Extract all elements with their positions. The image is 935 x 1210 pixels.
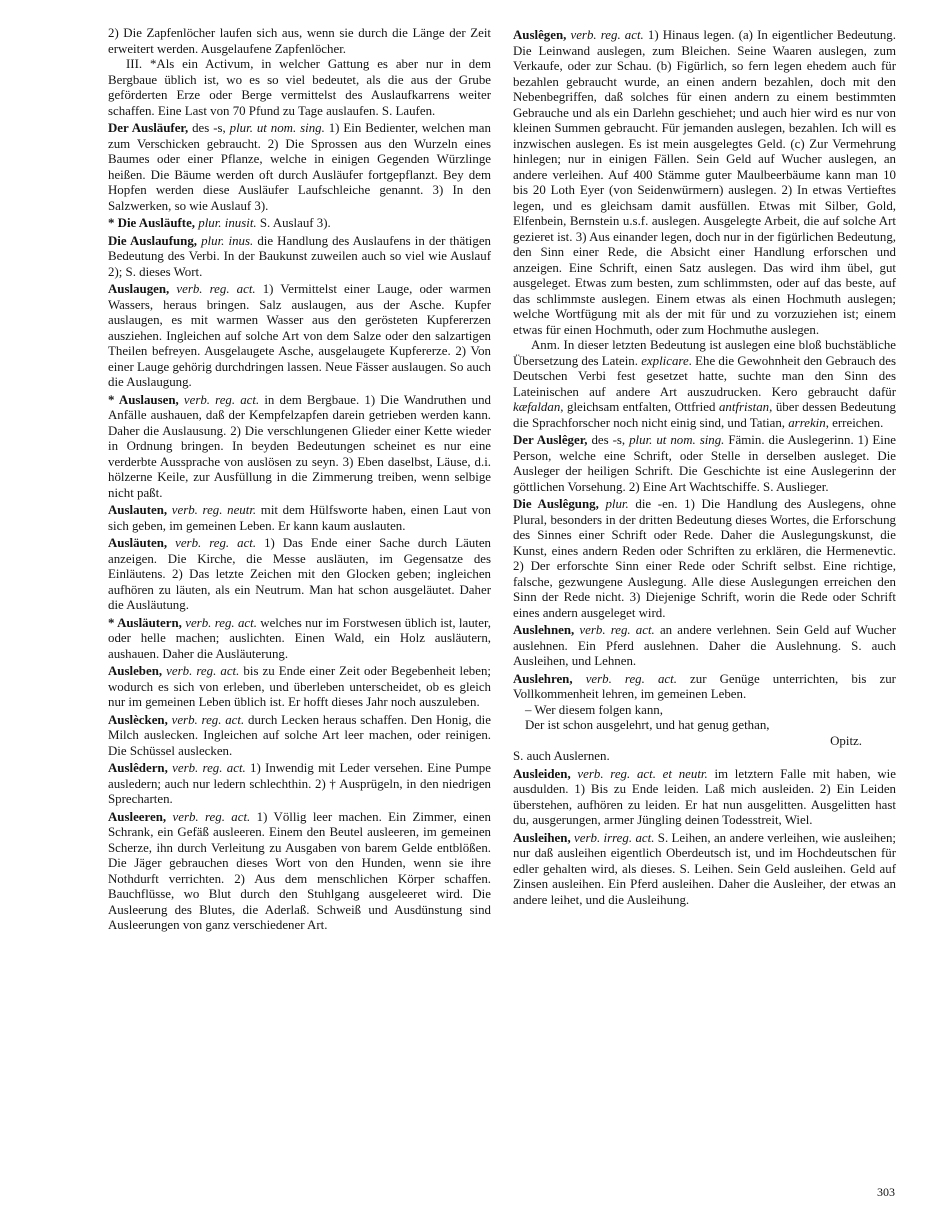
paragraph: [513, 734, 896, 750]
dictionary-entry: [108, 393, 491, 502]
dictionary-entry: [108, 810, 491, 934]
text-segment: 1) Vermittelst einer Lauge, oder warmen Wassers, heraus bringen. Salz auslaugen, aus der Asche. Kupfer auslaugen, es mit warmen Wasser aus den gerösteten Kupfererzen ausziehen. Ingleichen auf solche Art von dem Salze oder den salzartigen Theilen befreyen. Ausgelaugete Asche, ausgelaugete Kupfererze. 2) Von einer Lauge gehörig durchdringen lassen. Neue Fässer auslaugen. So auch die Auslaugung.: [108, 282, 491, 389]
dictionary-entry: [513, 831, 896, 909]
paragraph: [513, 749, 896, 765]
dictionary-entry: [513, 672, 896, 703]
text-segment: zur Genüge unterrichten, bis zur Vollkommenheit lehren, im gemeinen Leben.: [513, 671, 896, 701]
text-segment: Der ist schon ausgelehrt, und hat genug gethan,: [525, 718, 770, 732]
text-segment: kæfaldan: [513, 400, 561, 414]
dictionary-entry: [108, 234, 491, 281]
headword: Ausläuten,: [108, 536, 168, 550]
text-segment: plur. inusit.: [198, 216, 257, 230]
text-segment: Opitz.: [830, 733, 862, 748]
dictionary-entry: [108, 282, 491, 391]
paragraph: [108, 26, 491, 57]
text-segment: welches nur im Forstwesen üblich ist, lauter, oder helle machen; auslichten. Einen Wald, ein Holz ausläutern, aushauen. Daher die Ausläuterung.: [108, 615, 491, 661]
left-column: [108, 26, 491, 934]
text-segment: die -en. 1) Die Handlung des Auslegens, ohne Plural, besonders in der dritten Bedeutung dieses Wortes, die Erforschung des Sinnes einer Schrift oder Rede. Daher die Auslegungskunst, die Kunst, eines andern Reden oder Schriften zu erklären, die Hermenevtic. 2) Der erforschte Sinn einer Rede oder Schrift selbst. Eine richtige, falsche, gezwungene Auslegung. Alle diese Auslegungen erreichen den Sinn der Rede nicht. 3) Diejenige Schrift, worin die Rede oder Schrift eines andern ausgeleget wird.: [513, 497, 896, 620]
text-segment: verb. reg. act.: [175, 536, 257, 550]
text-segment: 1) Völlig leer machen. Ein Zimmer, einen Schrank, ein Gefäß ausleeren. Einem den Beutel ausleeren, im gemeinen Scherze, ihn durch Verleitung zu Ausgaben von barem Gelde entblößen. Die Jäger gebrauchen dieses Wort von den Hunden, wenn sie ihre Nothdurft verrichten. 2) Aus dem menschlichen Körper schaffen. Bauchflüsse, wo Blut durch den Stuhlgang ausgeleeret wird. Die Ausleerung des Blutes, die Aderlaß. Schweiß und Ausdünstung sind Ausleerungen von ganz verschiedener Art.: [108, 809, 491, 932]
text-segment: – Wer diesem folgen kann,: [525, 702, 663, 717]
dictionary-entry: [513, 623, 896, 670]
text-segment: Fämin. die Auslegerinn. 1) Eine Person, welche eine Schrift, oder Stelle in derselben ausleget. Die Ausleger der heiligen Schrift. Die Geschichte ist eine Auslegerinn der göttlichen Vorsehung. 2) Eine Art Wachtschiffe. S. Auslieger.: [513, 433, 896, 494]
headword: Auslêgen,: [513, 28, 567, 42]
text-segment: verb. reg. act.: [172, 809, 251, 824]
headword: * Die Ausläufte,: [108, 216, 196, 230]
text-segment: verb. reg. act. et neutr.: [577, 766, 708, 781]
text-segment: verb. reg. act.: [585, 671, 677, 686]
headword: Auslêdern,: [108, 761, 168, 775]
text-segment: verb. reg. act.: [176, 282, 256, 296]
text-segment: 2) Die Zapfenlöcher laufen sich aus, wenn sie durch die Länge der Zeit erweitert werden. Ausgelaufene Zapfenlöcher.: [108, 26, 491, 56]
dictionary-entry: [108, 664, 491, 711]
text-segment: durch Lecken heraus schaffen. Den Honig, die Milch auslecken. Ingleichen auf solche Art leer machen, oder reinigen. Die Schüssel auslecken.: [108, 712, 491, 758]
dictionary-entry: [108, 761, 491, 808]
text-segment: plur.: [605, 497, 629, 511]
text-segment: verb. reg. act.: [183, 392, 260, 407]
headword: Ausleihen,: [513, 830, 571, 845]
paragraph: [513, 718, 896, 734]
text-segment: [167, 536, 175, 550]
text-segment: bis zu Ende einer Zeit oder Begebenheit leben; wodurch es sich von erleben, und überleben unterscheidet, ob es gleich nur im gemeinen Leben üblich ist. Er hofft dieses Jahr noch auszuleben.: [108, 664, 491, 709]
text-segment: 1) Hinaus legen. (a) In eigentlicher Bedeutung. Die Leinwand auslegen, zum Bleichen. Seine Waaren auslegen, zum Verkaufe, oder zur Schau. (b) Figürlich, so fern legen ehedem auch für bezahlen gebraucht wurde, an einen andern bezahlen, doch mit den Nebenbegriffen, daß solches für einen andern zu einem bestimmten Gebrauche und als ein Darlehn geschiehet; und auch hier wird es nur von kleinen Summen gebraucht. Für jemanden auslegen, bezahlen. Ich will es inzwischen auslegen. Es ist mein ausgelegtes Geld. (c) Zur Vermehrung hinlegen; nur in einigen Fällen. Sein Geld auf Wucher auslegen, an andere verleihen. Auf 400 Stämme guter Maulbeerbäume kann man 10 bis 20 Loth Eyer (von Seidenwürmern) auslegen. 2) In etwas Vertieftes legen, und es gleichsam damit ausfüllen. Etwas mit Silber, Gold, Elfenbein, Bernstein u.s.f. auslegen. Ausgelegte Arbeit, die auf solche Art gezieret ist. 3) Aus einander legen, doch nur in der figürlichen Bedeutung, den Sinn einer Rede, die Absicht einer Handlung erforschen und anzeigen. Eine Schrift, einen Satz auslegen. Das wird ihm übel, gut ausgeleget. Etwas zum besten, zum schlimmsten, oder auf das beste, auf das schlimmste auslegen. Einem etwas als einen Hochmuth auslegen; welche Wortfügung mit als der mit für und zu vorzuziehen ist; einem etwas für einen Hochmuth, oder zum Hochmuthe auslegen.: [513, 28, 896, 337]
headword: Auslauten,: [108, 503, 168, 517]
text-segment: an andere verlehnen. Sein Geld auf Wucher auslehnen. Ein Pferd auslehnen. Daher die Auslehnung. S. auch Ausleihen, und Lehnen.: [513, 623, 896, 668]
dictionary-entry: [513, 433, 896, 495]
text-segment: die Handlung des Auslaufens in der thätigen Bedeutung des Verbi. In der Baukunst zuweilen auch so viel wie Auslauf 2); S. dieses Wort.: [108, 233, 491, 279]
paragraph: [513, 703, 896, 719]
text-segment: plur. ut nom. sing.: [629, 433, 725, 447]
headword: Die Auslêgung,: [513, 497, 599, 511]
text-segment: III. *Als ein Activum, in welcher Gattung es aber nur in dem Bergbaue üblich ist, wo es so viel bedeutet, als die aus der Grube geförderten Erze oder Berge vermittelst des Auslaufkarrens weiter schaffen. Eine Last von 70 Pfund zu Tage auslaufen. S. Laufen.: [108, 57, 491, 118]
text-segment: S. auch Auslernen.: [513, 749, 610, 763]
text-segment: verb. reg. act.: [171, 712, 245, 727]
text-segment: plur. ut nom. sing.: [229, 121, 325, 135]
headword: Der Auslêger,: [513, 433, 588, 447]
text-segment: im letztern Falle mit haben, wie ausdulden. 1) Bis zu Ende leiden. Laß mich ausleiden. 2) Ein Leiden überstehen, aufhören zu leiden. Er hat nun ausgelitten. Ausgelitten hast du, ausgerungen, armer Jüngling deinen Todesstreit, Wiel.: [513, 766, 896, 827]
dictionary-entry: [108, 216, 491, 232]
headword: Ausleiden,: [513, 766, 571, 781]
text-segment: S. Auslauf 3).: [256, 216, 331, 230]
text-segment: verb. reg. act.: [172, 761, 246, 775]
headword: Der Ausläufer,: [108, 121, 189, 135]
text-segment: verb. reg. neutr.: [171, 503, 257, 517]
headword: Auslehren,: [513, 671, 573, 686]
headword: Ausleeren,: [108, 809, 167, 824]
text-segment: . Ehe die Gewohnheit den Gebrauch des Deutschen Verbi fest gesetzet hatte, suchte man den Sinn des Lateinischen auf andere Art auszudrucken. Kero gebraucht dafür: [513, 353, 896, 399]
text-segment: in dem Bergbaue. 1) Die Wandruthen und Anfälle aushauen, daß der Kempfelzapfen darein getrieben werden kann. Daher die Auslausung. 2) Die verschlungenen Glieder einer Kette wieder in Ordnung bringen. In beyden Bedeutungen scheinet es nur eine verderbte Aussprache von auslösen zu seyn. 3) Eben daselbst, Läuse, d.i. hölzerne Keile, zur Ausfüllung in die Zimmerung treiben, wenn selbige nicht paßt.: [108, 392, 491, 500]
headword: Ausleben,: [108, 664, 163, 678]
text-segment: antfristan: [718, 400, 770, 414]
dictionary-entry: [108, 503, 491, 534]
text-segment: des -s,: [188, 121, 230, 135]
page-number: 303: [877, 1184, 895, 1199]
text-segment: verb. reg. act.: [166, 664, 240, 678]
right-column: [513, 26, 896, 934]
dictionary-entry: [513, 497, 896, 621]
dictionary-entry: [108, 121, 491, 214]
headword: Auslaugen,: [108, 282, 170, 296]
dictionary-entry: [108, 713, 491, 760]
text-segment: , gleichsam entfalten, Ottfried: [560, 400, 719, 414]
headword: * Auslausen,: [108, 392, 179, 407]
text-segment: 1) Ein Bedienter, welchen man zum Verschicken gebraucht. 2) Die Sprossen aus den Wurzeln eines Baumes oder einer Pflanze, welche in einigen Gegenden Würzlinge heißen. Die Bäume werden oft durch Ausläufer fortgepflanzt. Bey dem Hopfen werden diese Ausläufer Laufschleiche genannt. 3) In den Salzwerken, so wie Auslauf 3).: [108, 121, 491, 213]
headword: Auslècken,: [108, 712, 168, 727]
paragraph: [108, 57, 491, 119]
text-segment: plur. inus.: [201, 233, 254, 248]
headword: Die Auslaufung,: [108, 233, 197, 248]
text-segment: , über dessen Bedeutung die Sprachforscher noch nicht einig sind, und Tatian,: [513, 400, 896, 430]
text-segment: des -s,: [587, 433, 630, 447]
headword: Auslehnen,: [513, 623, 575, 637]
headword: * Ausläutern,: [108, 615, 182, 630]
dictionary-entry: [108, 536, 491, 614]
text-segment: [573, 672, 586, 686]
text-segment: verb. reg. act.: [185, 615, 257, 630]
text-segment: Anm. In dieser letzten Bedeutung ist auslegen eine bloß buchstäbliche Übersetzung des Latein.: [513, 338, 896, 368]
dictionary-entry: [513, 767, 896, 829]
text-segment: arrekin: [788, 415, 826, 430]
text-segment: 1) Inwendig mit Leder versehen. Eine Pumpe ausledern; auch nur ledern schlechthin. 2) † Ausprügeln, in den niedrigen Sprecharten.: [108, 761, 491, 806]
dictionary-entry: [108, 616, 491, 663]
dictionary-entry: [513, 28, 896, 338]
text-segment: explicare: [641, 353, 689, 368]
text-segment: verb. irreg. act.: [574, 830, 655, 845]
text-segment: verb. reg. act.: [570, 28, 644, 42]
text-columns: [108, 26, 897, 934]
text-segment: S. Leihen, an andere verleihen, wie ausleihen; nur daß ausleihen eigentlich Oberdeutsch ist, und im Hochdeutschen für edler gehalten wird, als dieses. S. Leihen. Sein Geld ausleihen. Geld auf Zinsen ausleihen. Ein Pferd ausleihen. Daher die Ausleiher, der etwas an andere leihet, und die Ausleihung.: [513, 830, 896, 907]
text-segment: mit dem Hülfsworte haben, einen Laut von sich geben, im gemeinen Leben. Er kann kaum auslauten.: [108, 503, 491, 533]
paragraph: [513, 338, 896, 431]
text-segment: verb. reg. act.: [579, 623, 655, 637]
text-segment: , erreichen.: [825, 415, 884, 430]
text-segment: 1) Das Ende einer Sache durch Läuten anzeigen. Die Kirche, die Messe ausläuten, im Gegensatze des Einläutens. 2) Das letzte Zeichen mit den Glocken geben; ingleichen aufhören zu läuten, als ein Neutrum. Man hat schon ausgeläutet. Daher die Ausläutung.: [108, 536, 491, 612]
